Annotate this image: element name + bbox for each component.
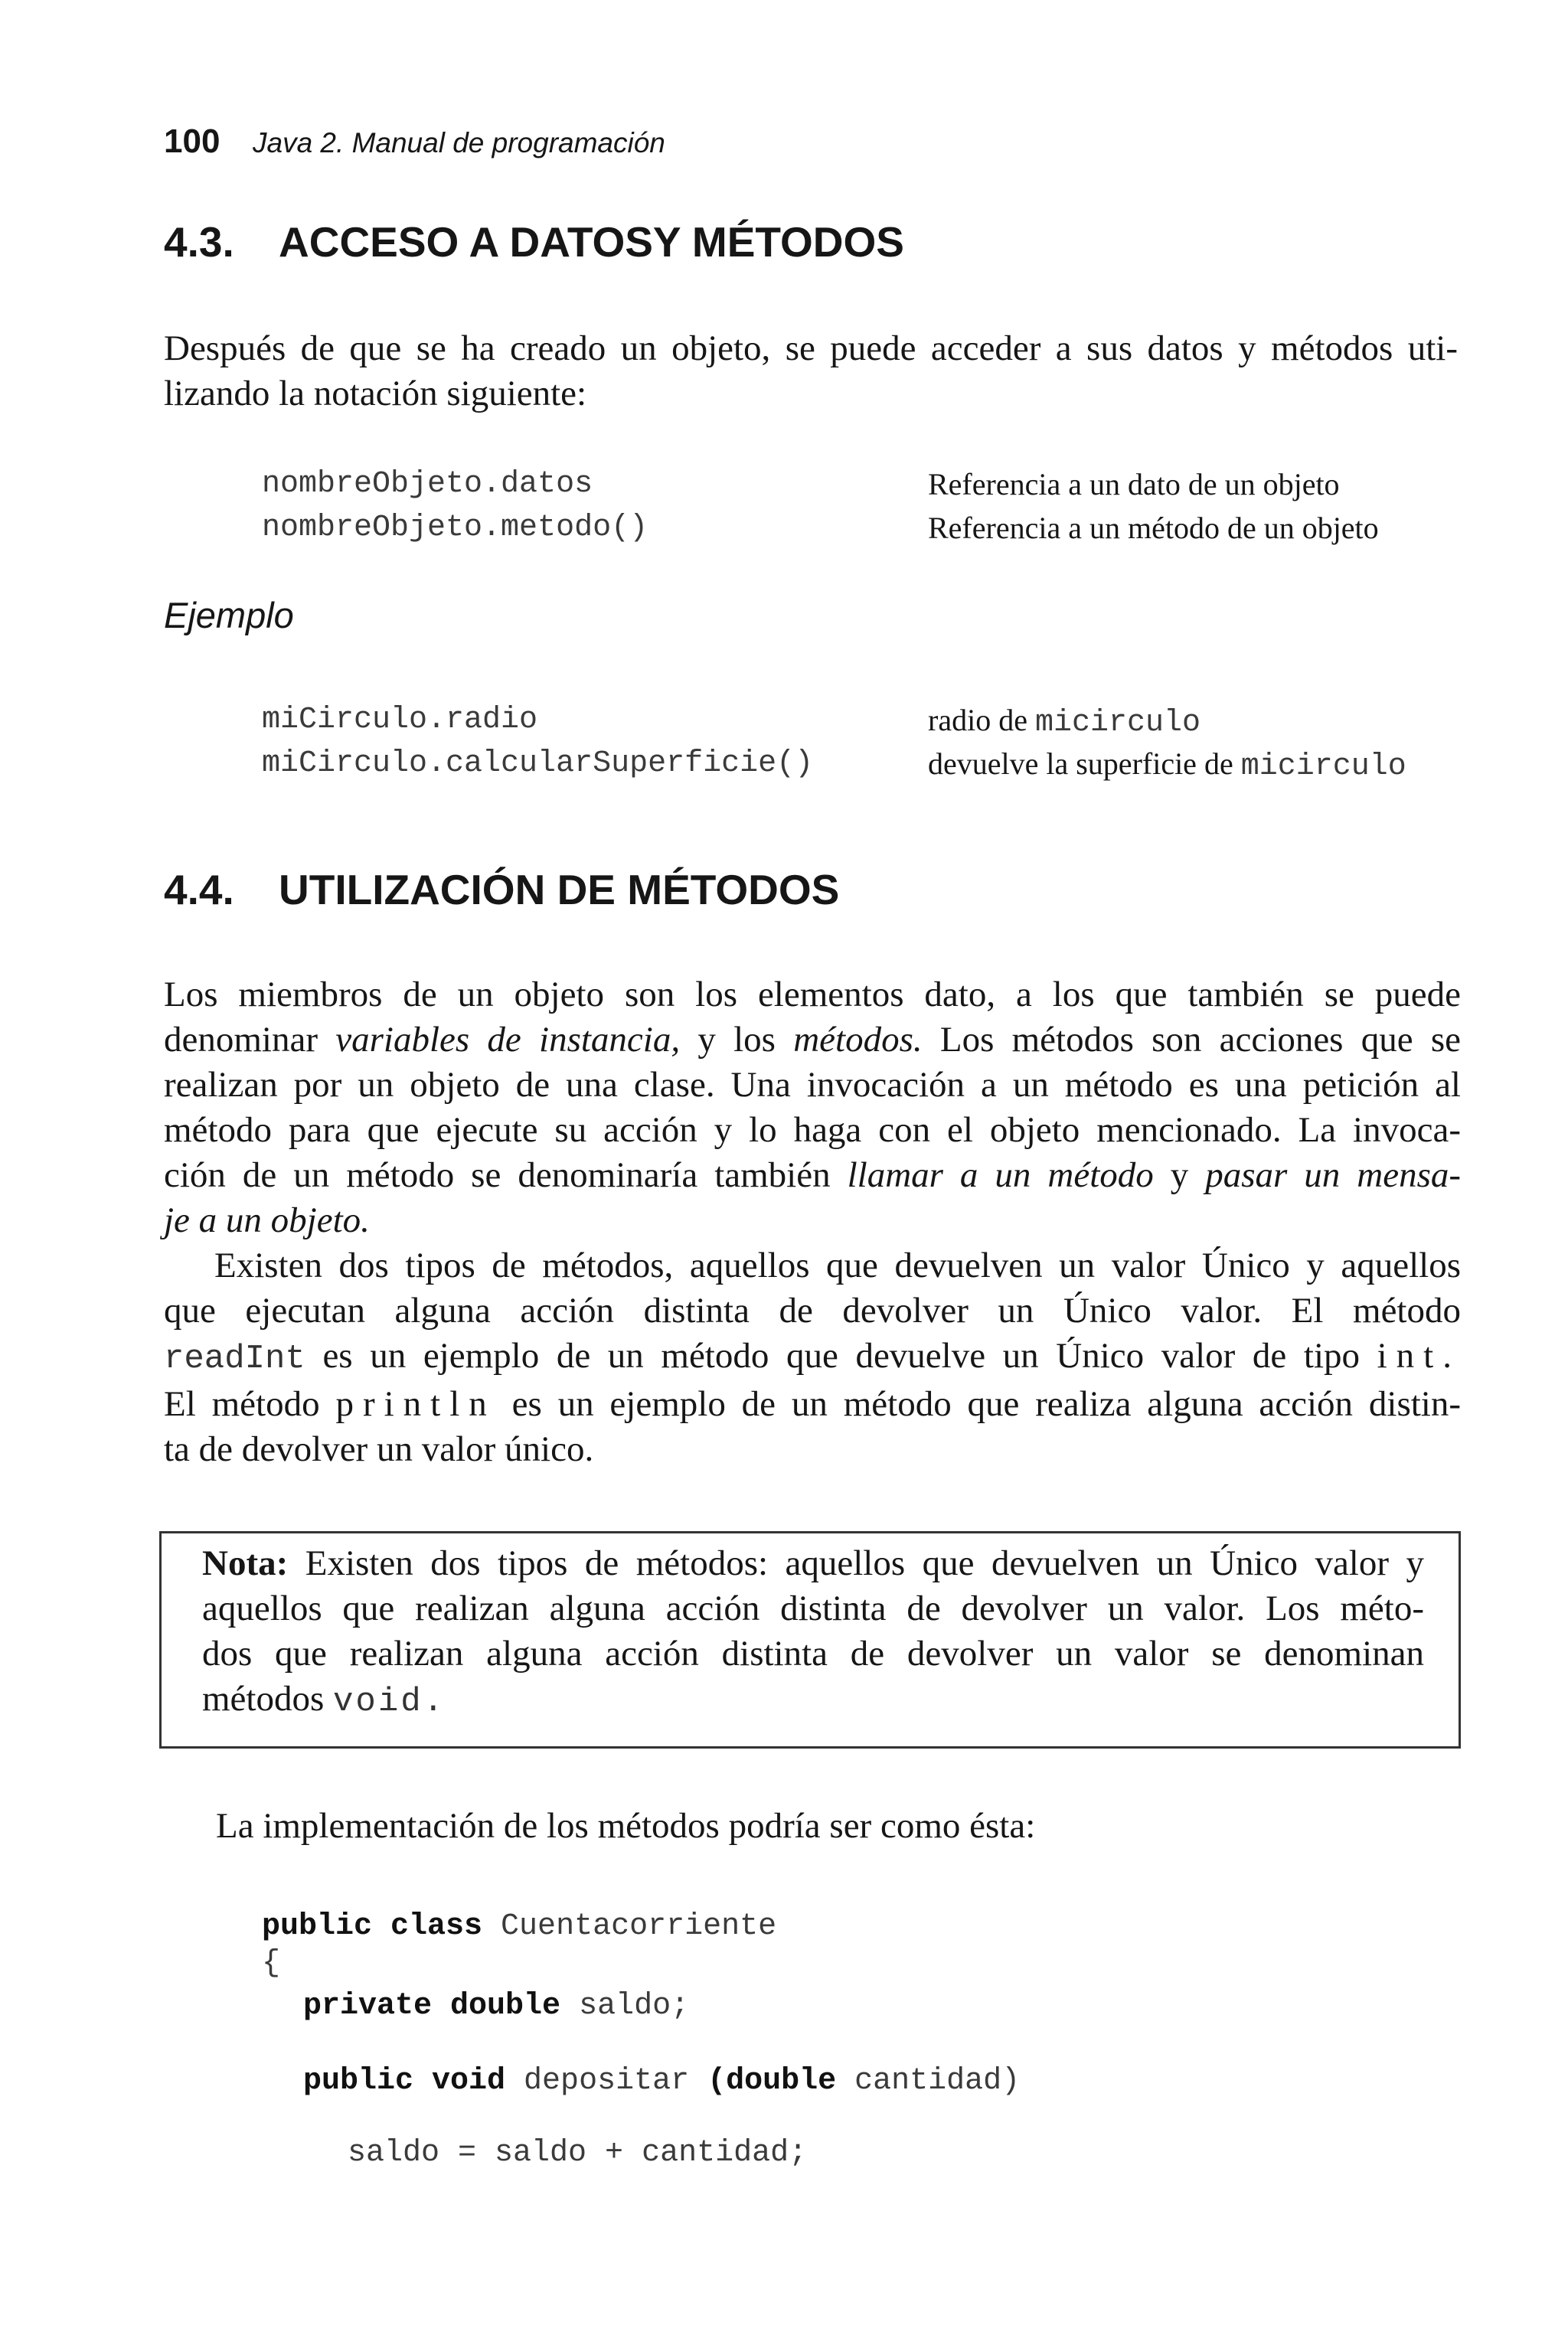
p2-l4c: es un ejemplo de un método que realiza alguna acción distin- [495,1384,1462,1424]
note-line-3: dos que realizan alguna acción distinta de devolver un valor se denominan [202,1634,1424,1674]
example-code-2: miCirculo.calcularSuperficie() [262,746,814,781]
p1-l5a: ción de un método se denominaría también [164,1155,848,1195]
p1-line-6: je a un objeto. [164,1200,370,1240]
example-label: Ejemplo [164,595,294,635]
type-int: int. [1377,1336,1461,1376]
p1-l2c: y los [680,1020,794,1060]
p2-line-5: ta de devolver un valor único. [164,1429,594,1469]
p2-line-3 [164,1334,1461,1382]
p2-line-1: Existen dos tipos de métodos, aquellos que devuelven un valor Único y aquellos [214,1246,1461,1285]
code-3-rest: saldo; [560,1989,690,2023]
note-l1: Existen dos tipos de métodos: aquellos que devuelven un Único valor y [288,1543,1424,1583]
example-code-1: miCirculo.radio [262,703,538,737]
p1-line-1: Los miembros de un objeto son los elementos dato, a los que también se puede [164,975,1461,1014]
note-line-1 [202,1541,1424,1586]
code-line-1 [262,1905,776,1946]
note-line-4 [202,1677,1424,1725]
example-desc-1-code: micirculo [1034,706,1200,740]
p1-l5c: y [1153,1155,1206,1195]
p1-line-4: método para que ejecute su acción y lo haga con el objeto mencionado. La invoca- [164,1110,1461,1150]
notation-code-2: nombreObjeto.metodo() [262,511,648,545]
code-line-5: saldo = saldo + cantidad; [348,2136,808,2170]
notation-desc-1: Referencia a un dato de un objeto [928,467,1340,501]
p1-l2b: variables de instancia, [335,1020,681,1060]
code-4-name: depositar [505,2064,708,2098]
section-4-3-title: ACCESO A DATOSY MÉTODOS [279,218,904,266]
p2-l3b: es un ejemplo de un método que devuelve un Único valor de tipo [305,1336,1377,1376]
example-desc-1 [928,698,1200,745]
code-4-keyword: public void [303,2064,506,2098]
notation-desc-2: Referencia a un método de un objeto [928,511,1379,545]
code-4-param: cantidad) [836,2064,1021,2098]
note-line-2: aquellos que realizan alguna acción distinta de devolver un valor. Los méto- [202,1589,1424,1628]
example-desc-1-text: radio de [928,703,1035,737]
p1-l5d: pasar un mensa- [1205,1155,1462,1195]
notation-code-1: nombreObjeto.datos [262,467,593,501]
code-3-keyword: private double [303,1989,561,2023]
page-number: 100 [164,122,220,160]
code-1-keyword: public class [262,1909,483,1944]
p2-line-2: que ejecutan alguna acción distinta de devolver un Único valor. El método [164,1291,1461,1331]
p1-l2d: métodos. [793,1020,923,1060]
code-1-rest: Cuentacorriente [482,1909,777,1944]
keyword-void: void. [333,1683,446,1721]
intro-line-2: lizando la notación siguiente: [164,374,587,413]
code-4-type: (double [707,2064,837,2098]
note-text [202,1541,1424,1725]
code-line-4 [303,2059,1020,2101]
p2-l4a: El método [164,1384,336,1424]
section-4-4-number: 4.4. [164,866,234,913]
intro-paragraph [164,326,1458,416]
implementation-intro: La implementación de los métodos podría ser como ésta: [216,1806,1036,1846]
code-line-2: { [262,1946,281,1981]
paragraph-2 [164,1243,1461,1472]
p1-line-3: realizan por un objeto de una clase. Una invocación a un método es una petición al [164,1065,1461,1105]
code-line-3 [303,1984,689,2026]
note-l4a: métodos [202,1679,334,1719]
p1-l2e: Los métodos son acciones que se [922,1020,1461,1060]
section-4-3-number: 4.3. [164,218,234,266]
p1-line-5 [164,1153,1461,1198]
method-readint: readInt [164,1340,305,1378]
example-desc-2-code: micirculo [1240,749,1406,784]
p1-l2a: denominar [164,1020,336,1060]
note-label: Nota: [202,1543,289,1583]
example-desc-2-text: devuelve la superficie de [928,746,1241,781]
p1-l5b: llamar a un método [847,1155,1154,1195]
running-title: Java 2. Manual de programación [253,127,665,158]
paragraph-1 [164,972,1461,1243]
method-println: println [335,1384,496,1424]
p1-line-2 [164,1017,1461,1063]
p2-line-4 [164,1382,1461,1427]
section-4-4-title: UTILIZACIÓN DE MÉTODOS [279,866,840,913]
example-desc-2 [928,742,1406,789]
intro-line-1: Después de que se ha creado un objeto, se puede acceder a sus datos y métodos uti- [164,328,1458,368]
